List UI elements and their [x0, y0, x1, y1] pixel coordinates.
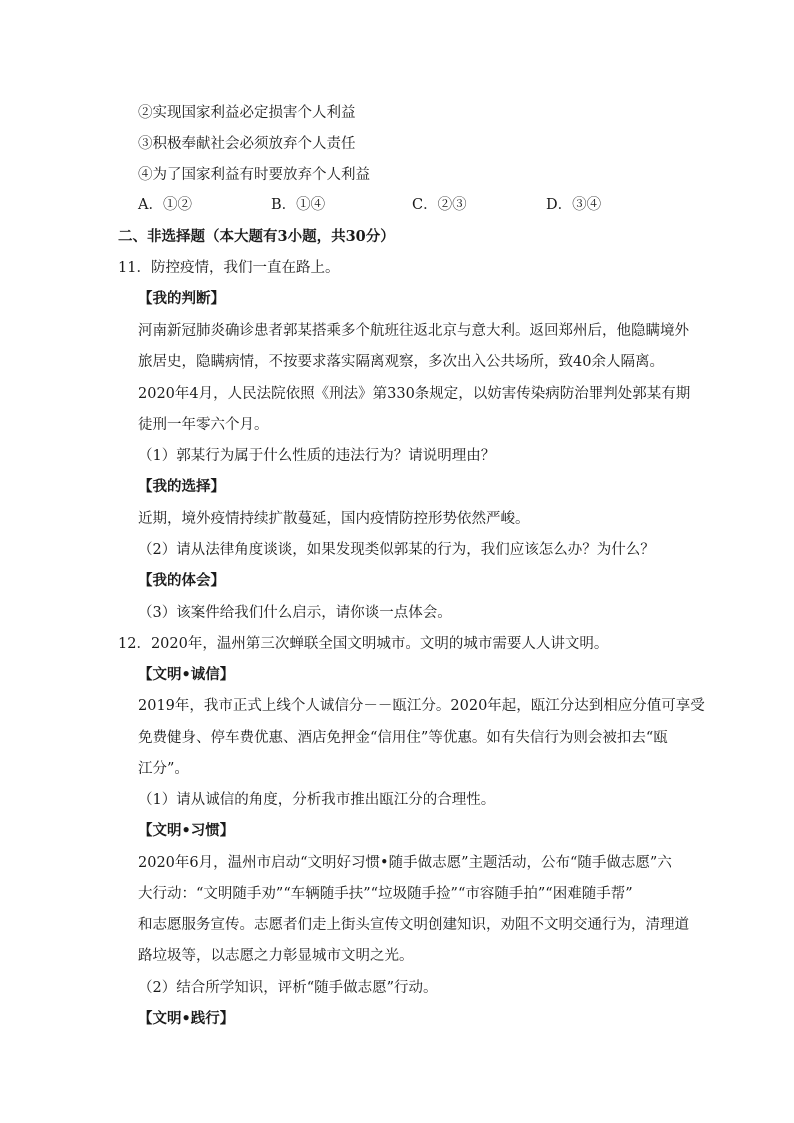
- option-b: B．①④: [271, 197, 326, 213]
- q11-para3: 近期，境外疫情持续扩散蔓延，国内疫情防控形势依然严峻。: [138, 511, 530, 527]
- q12-sub1: （1）请从诚信的角度，分析我市推出瓯江分的合理性。: [138, 792, 496, 808]
- q11-sub3: （3）该案件给我们什么启示，请你谈一点体会。: [138, 605, 452, 621]
- statement-2: ②实现国家利益必定损害个人利益: [138, 105, 356, 121]
- section-title: 二、非选择题（本大题有3小题，共30分）: [118, 228, 395, 245]
- q12-para2-line2: 大行动：“文明随手劝”“车辆随手扶”“垃圾随手捡”“市容随手拍”“困难随手帮”: [138, 886, 633, 902]
- q12-para2-line3: 和志愿服务宣传。志愿者们走上街头宣传文明创建知识，劝阻不文明交通行为，清理道: [138, 917, 689, 933]
- q12-heading-integrity: 【文明•诚信】: [138, 666, 235, 683]
- q12-para1-line1: 2019年，我市正式上线个人诚信分－－瓯江分。2020年起，瓯江分达到相应分值可享受: [138, 698, 705, 714]
- q11-heading-choice: 【我的选择】: [138, 478, 225, 495]
- q12-sub2: （2）结合所学知识，评析“随手做志愿”行动。: [138, 980, 438, 996]
- q11-para1-line2: 旅居史，隐瞒病情，不按要求落实隔离观察，多次出入公共场所，致40余人隔离。: [138, 354, 664, 370]
- q12-para2-line4: 路垃圾等，以志愿之力彰显城市文明之光。: [138, 948, 414, 964]
- answer-options: [138, 195, 658, 215]
- q11-title: 11．防控疫情，我们一直在路上。: [118, 260, 340, 276]
- statement-3: ③积极奉献社会必须放弃个人责任: [138, 136, 356, 152]
- q11-sub1: （1）郭某行为属于什么性质的违法行为？请说明理由？: [138, 448, 496, 464]
- q11-para2-line2: 徒刑一年零六个月。: [138, 417, 269, 433]
- q12-heading-habit: 【文明•习惯】: [138, 822, 235, 839]
- q11-heading-reflection: 【我的体会】: [138, 572, 225, 589]
- q12-heading-practice: 【文明•践行】: [138, 1010, 235, 1027]
- q11-sub2: （2）请从法律角度谈谈，如果发现类似郭某的行为，我们应该怎么办？为什么？: [138, 542, 655, 558]
- q12-para1-line2: 免费健身、停车费优惠、酒店免押金“信用住”等优惠。如有失信行为则会被扣去“瓯: [138, 730, 668, 746]
- option-d: D．③④: [546, 197, 602, 213]
- q12-para1-line3: 江分”。: [138, 761, 189, 777]
- q11-para1-line1: 河南新冠肺炎确诊患者郭某搭乘多个航班往返北京与意大利。返回郑州后，他隐瞒境外: [138, 323, 689, 339]
- q11-heading-judgment: 【我的判断】: [138, 290, 225, 307]
- q12-title: 12．2020年，温州第三次蝉联全国文明城市。文明的城市需要人人讲文明。: [118, 636, 609, 652]
- option-a: A．①②: [138, 197, 192, 213]
- q12-para2-line1: 2020年6月，温州市启动“文明好习惯•随手做志愿”主题活动，公布“随手做志愿”六: [138, 855, 672, 871]
- statement-4: ④为了国家利益有时要放弃个人利益: [138, 167, 370, 183]
- q11-para2-line1: 2020年4月，人民法院依照《刑法》第330条规定，以妨害传染病防治罪判处郭某有期: [138, 386, 691, 402]
- option-c: C．②③: [412, 197, 467, 213]
